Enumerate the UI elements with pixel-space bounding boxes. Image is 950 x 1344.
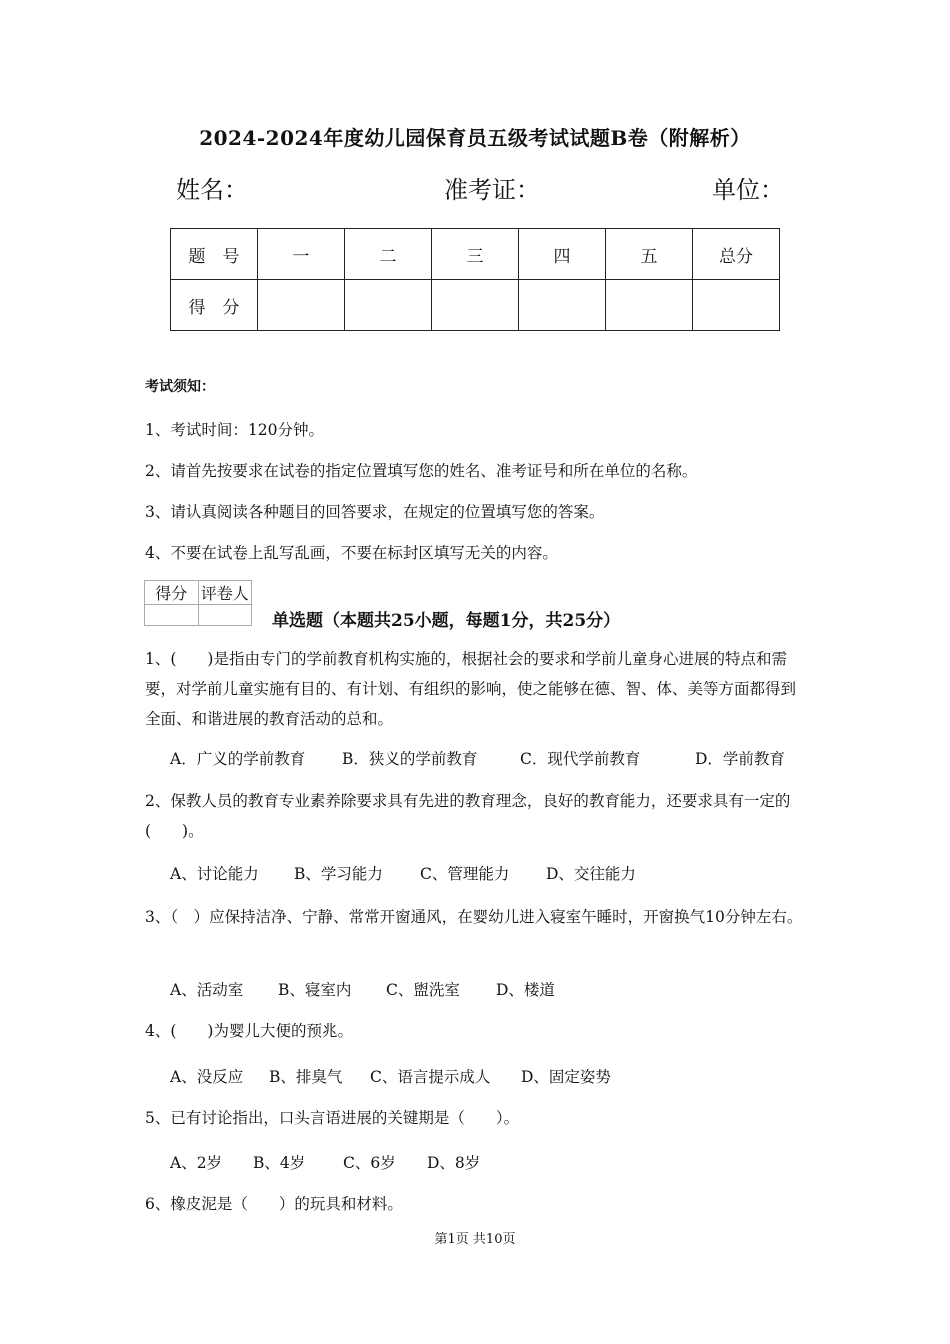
score-row-label: 得 分: [171, 280, 258, 331]
score-input-cell[interactable]: [519, 280, 606, 331]
note-item: 1、考试时间：120分钟。: [145, 421, 324, 439]
option[interactable]: D、楼道: [496, 981, 555, 999]
option[interactable]: D、固定姿势: [521, 1068, 611, 1086]
candidate-info-row: [176, 170, 786, 206]
score-table-cell: 总分: [693, 229, 780, 280]
option[interactable]: D、交往能力: [546, 865, 636, 883]
score-table-header-row: [171, 229, 780, 280]
score-input-cell[interactable]: [693, 280, 780, 331]
page-footer: 第1页 共10页: [434, 1232, 516, 1247]
unit-label: 单位：: [712, 176, 784, 204]
option[interactable]: B、4岁: [253, 1154, 306, 1172]
question-2: 2、保教人员的教育专业素养除要求具有先进的教育理念，良好的教育能力，还要求具有一定的( )。: [145, 792, 791, 840]
option[interactable]: A、讨论能力: [170, 865, 259, 883]
option[interactable]: B、寝室内: [278, 981, 352, 999]
note-item: 2、请首先按要求在试卷的指定位置填写您的姓名、准考证号和所在单位的名称。: [145, 462, 698, 480]
question-1: 1、( )是指由专门的学前教育机构实施的，根据社会的要求和学前儿童身心进展的特点和需要，对学前儿童实施有目的、有计划、有组织的影响，使之能够在德、智、体、美等方面都得到全面、和谐进展的教育活动的总和。: [145, 650, 797, 728]
option[interactable]: D．学前教育: [695, 750, 785, 768]
option[interactable]: A、2岁: [170, 1154, 223, 1172]
score-input-cell[interactable]: [345, 280, 432, 331]
score-table-cell: 一: [258, 229, 345, 280]
grader-score-label: 得分: [145, 581, 199, 605]
grader-reviewer-cell[interactable]: [198, 605, 252, 626]
score-table-cell: 三: [432, 229, 519, 280]
name-label: 姓名：: [176, 176, 248, 204]
option[interactable]: C、6岁: [343, 1154, 396, 1172]
option[interactable]: A．广义的学前教育: [170, 750, 306, 768]
question-3: 3、（ ）应保持洁净、宁静、常常开窗通风，在婴幼儿进入寝室午睡时，开窗换气10分钟左右。: [145, 908, 803, 926]
option[interactable]: B、学习能力: [294, 865, 383, 883]
score-table-cell: 题 号: [171, 229, 258, 280]
option[interactable]: B．狭义的学前教育: [342, 750, 478, 768]
score-table-cell: 四: [519, 229, 606, 280]
exam-number-label: 准考证：: [444, 176, 540, 204]
score-table-score-row: [171, 280, 780, 331]
section-title: 单选题（本题共25小题，每题1分，共25分）: [272, 611, 621, 631]
note-item: 3、请认真阅读各种题目的回答要求，在规定的位置填写您的答案。: [145, 503, 605, 521]
question-6: 6、橡皮泥是（ ）的玩具和材料。: [145, 1195, 403, 1213]
question-3-options: [170, 978, 555, 1000]
page-title: 2024-2024年度幼儿园保育员五级考试试题B卷（附解析）: [199, 126, 751, 150]
grader-box: [144, 580, 252, 626]
question-5-options: [170, 1151, 480, 1173]
option[interactable]: C．现代学前教育: [520, 750, 641, 768]
question-4: 4、( )为婴儿大便的预兆。: [145, 1022, 353, 1040]
option[interactable]: D、8岁: [427, 1154, 481, 1172]
grader-score-cell[interactable]: [145, 605, 199, 626]
score-table-cell: 五: [606, 229, 693, 280]
option[interactable]: C、盥洗室: [386, 981, 460, 999]
score-table-cell: 二: [345, 229, 432, 280]
option[interactable]: A、没反应: [170, 1068, 244, 1086]
question-5: 5、已有讨论指出，口头言语进展的关键期是（ ）。: [145, 1109, 520, 1127]
score-input-cell[interactable]: [432, 280, 519, 331]
option[interactable]: C、管理能力: [420, 865, 510, 883]
note-item: 4、不要在试卷上乱写乱画，不要在标封区填写无关的内容。: [145, 544, 558, 562]
question-1-options: [170, 747, 785, 769]
score-input-cell[interactable]: [258, 280, 345, 331]
question-4-options: [170, 1065, 611, 1087]
option[interactable]: A、活动室: [170, 981, 244, 999]
notes-heading: 考试须知：: [145, 379, 215, 395]
score-table: [170, 228, 780, 331]
score-input-cell[interactable]: [606, 280, 693, 331]
grader-reviewer-label: 评卷人: [198, 581, 252, 605]
option[interactable]: B、排臭气: [269, 1068, 343, 1086]
question-2-options: [170, 862, 636, 884]
option[interactable]: C、语言提示成人: [370, 1068, 491, 1086]
